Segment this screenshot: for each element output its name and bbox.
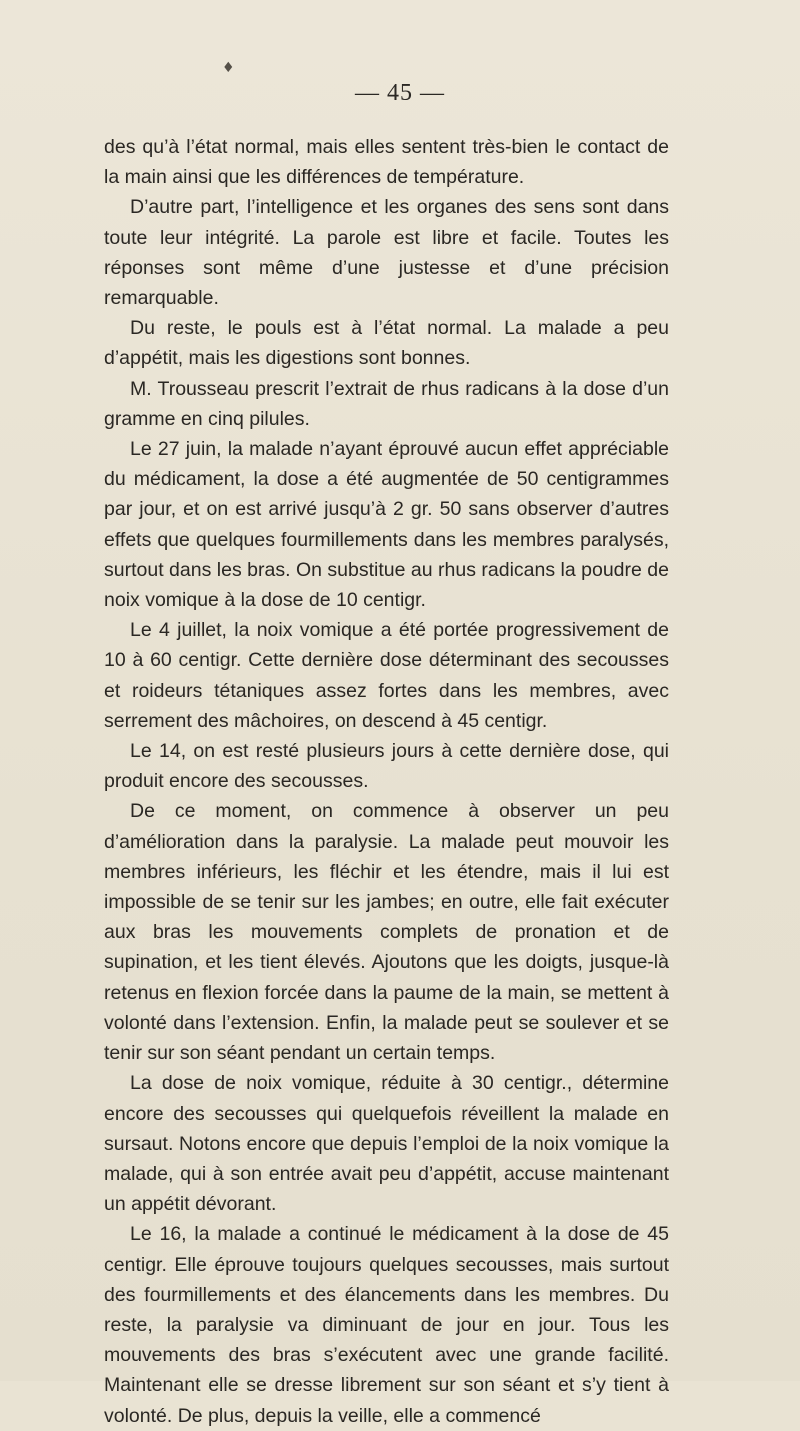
- paragraph: Le 27 juin, la malade n’ayant éprouvé aucun effet appréciable du médicament, la dose a été augmentée de 50 centigrammes par jour, et on est arrivé jusqu’à 2 gr. 50 sans observer d’autres effets que quelques fourmillements dans les membres paralysés, surtout dans les bras. On substitue au rhus radicans la poudre de noix vomique à la dose de 10 centigr.: [104, 438, 669, 612]
- body-text: [104, 132, 669, 1431]
- ink-mark: ♦: [222, 60, 235, 76]
- paragraph: Du reste, le pouls est à l’état normal. La malade a peu d’appétit, mais les digestions sont bonnes.: [104, 317, 669, 370]
- paragraph: Le 16, la malade a continué le médicament à la dose de 45 centigr. Elle éprouve toujours quelques secousses, mais surtout des fourmillements et des élancements dans les membres. Du reste, la paralysie va diminuant de jour en jour. Tous les mouvements des bras s’exécutent avec une grande facilité. Maintenant elle se dresse librement sur son séant et s’y tient à volonté. De plus, depuis la veille, elle a commencé: [104, 1223, 669, 1427]
- page-number: — 45 —: [355, 80, 445, 106]
- paragraph: Le 4 juillet, la noix vomique a été portée progressivement de 10 à 60 centigr. Cette dernière dose déterminant des secousses et roideurs tétaniques assez fortes dans les membres, avec serrement des mâchoires, on descend à 45 centigr.: [104, 619, 669, 732]
- paragraph: M. Trousseau prescrit l’extrait de rhus radicans à la dose d’un gramme en cinq pilules.: [104, 377, 669, 430]
- paragraph: La dose de noix vomique, réduite à 30 centigr., détermine encore des secousses qui quelquefois réveillent la malade en sursaut. Notons encore que depuis l’emploi de la noix vomique la malade, qui à son entrée avait peu d’appétit, accuse maintenant un appétit dévorant.: [104, 1072, 669, 1216]
- paragraph: des qu’à l’état normal, mais elles sentent très-bien le contact de la main ainsi que les différences de température.: [104, 136, 669, 189]
- paragraph: D’autre part, l’intelligence et les organes des sens sont dans toute leur intégrité. La parole est libre et facile. Toutes les réponses sont même d’une justesse et d’une précision remarquable.: [104, 196, 669, 310]
- paragraph: De ce moment, on commence à observer un peu d’amélioration dans la paralysie. La malade peut mouvoir les membres inférieurs, les fléchir et les étendre, mais il lui est impossible de se tenir sur les jambes; en outre, elle fait exécuter aux bras les mouvements complets de pronation et de supination, et les tient élevés. Ajoutons que les doigts, jusque-là retenus en flexion forcée dans la paume de la main, se mettent à volonté dans l’extension. Enfin, la malade peut se soulever et se tenir sur son séant pendant un certain temps.: [104, 800, 669, 1065]
- paragraph: Le 14, on est resté plusieurs jours à cette dernière dose, qui produit encore des secousses.: [104, 740, 669, 793]
